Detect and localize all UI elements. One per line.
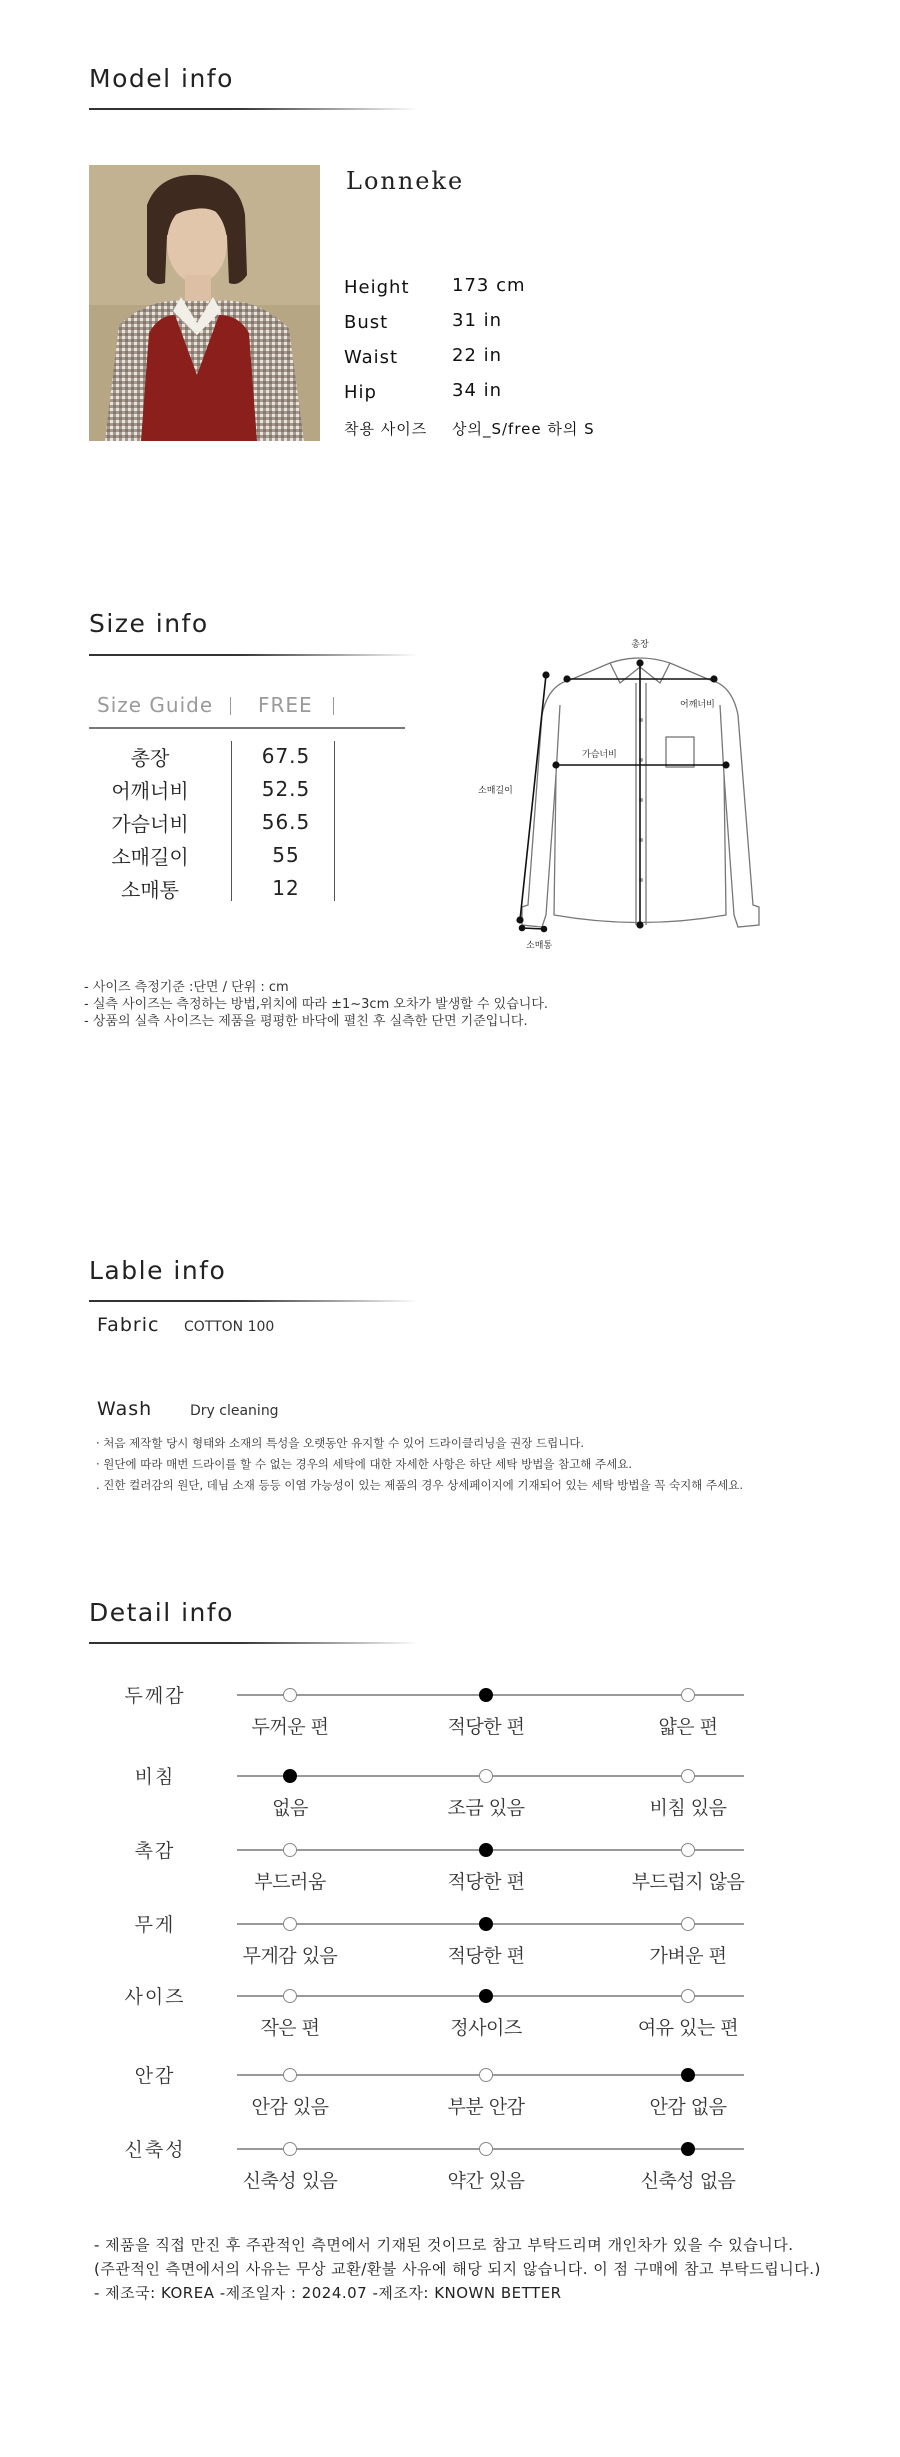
detail-scale-dot xyxy=(283,1843,297,1857)
detail-scale-dot xyxy=(283,1917,297,1931)
detail-scale-option: 약간 있음 xyxy=(447,2170,525,2192)
detail-row-label: 두께감 xyxy=(124,1685,186,1707)
detail-scale-dot xyxy=(283,2142,297,2156)
stat-label-bust: Bust xyxy=(344,312,389,333)
size-row-value: 12 xyxy=(272,876,300,900)
wash-value: Dry cleaning xyxy=(190,1403,279,1419)
stat-label-wearing-size: 착용 사이즈 xyxy=(344,420,428,438)
wash-note: . 진한 컬러감의 원단, 데님 소재 등등 이염 가능성이 있는 제품의 경우 상세페이지에 기재되어 있는 세탁 방법을 꼭 숙지해 주세요. xyxy=(96,1478,743,1492)
detail-row-label: 신축성 xyxy=(124,2139,186,2161)
model-info-divider xyxy=(89,108,419,110)
detail-footnote: (주관적인 측면에서의 사유는 무상 교환/환불 사유에 해당 되지 않습니다. 이 점 구매에 참고 부탁드립니다.) xyxy=(94,2260,821,2278)
stat-value-hip: 34 in xyxy=(452,380,503,401)
detail-scale-dot xyxy=(681,1688,695,1702)
detail-scale-dot xyxy=(479,2142,493,2156)
diagram-label-total-length: 총장 xyxy=(631,640,649,650)
detail-scale-option: 조금 있음 xyxy=(447,1797,525,1819)
detail-scale-dot-selected xyxy=(479,1917,493,1931)
size-row-label: 소매길이 xyxy=(111,845,189,869)
stat-value-wearing-size: 상의_S/free 하의 S xyxy=(452,420,595,438)
wash-note: · 처음 제작할 당시 형태와 소재의 특성을 오랫동안 유지할 수 있어 드라이클리닝을 권장 드립니다. xyxy=(96,1436,585,1450)
detail-scale-option: 적당한 편 xyxy=(447,1716,525,1738)
size-note: - 상품의 실측 사이즈는 제품을 평평한 바닥에 펼친 후 실측한 단면 기준입니다. xyxy=(84,1014,528,1029)
model-info-title: Model info xyxy=(89,64,234,93)
size-row-label: 가슴너비 xyxy=(111,812,189,836)
detail-scale-option: 얇은 편 xyxy=(658,1716,718,1738)
diagram-label-shoulder: 어깨너비 xyxy=(680,700,715,710)
detail-footnote: - 제조국: KOREA -제조일자 : 2024.07 -제조자: KNOWN BETTER xyxy=(94,2284,562,2302)
detail-scale-option: 안감 있음 xyxy=(251,2096,329,2118)
wash-note: · 원단에 따라 매번 드라이를 할 수 없는 경우의 세탁에 대한 자세한 사항은 하단 세탁 방법을 참고해 주세요. xyxy=(96,1457,633,1471)
model-name: Lonneke xyxy=(346,167,465,195)
detail-scale-dot xyxy=(479,2068,493,2082)
size-row-label: 어깨너비 xyxy=(111,779,189,803)
lable-info-divider xyxy=(89,1300,419,1302)
detail-scale-option: 여유 있는 편 xyxy=(637,2017,739,2039)
size-free-header: FREE xyxy=(258,693,313,717)
detail-scale-dot-selected xyxy=(479,1688,493,1702)
lable-info-title: Lable info xyxy=(89,1256,227,1285)
detail-scale-dot-selected xyxy=(681,2068,695,2082)
detail-scale-option: 작은 편 xyxy=(260,2017,320,2039)
detail-scale-option: 신축성 있음 xyxy=(242,2170,338,2192)
shirt-measurement-diagram xyxy=(470,625,780,965)
stat-value-height: 173 cm xyxy=(452,275,526,296)
wash-label: Wash xyxy=(97,1398,153,1420)
diagram-label-sleeve-length: 소매길이 xyxy=(478,786,513,796)
header-separator xyxy=(333,697,334,715)
detail-scale-dot-selected xyxy=(681,2142,695,2156)
size-info-divider xyxy=(89,654,419,656)
model-photo-illustration xyxy=(89,165,320,441)
size-row-label: 소매통 xyxy=(121,878,179,902)
detail-row-label: 촉감 xyxy=(134,1840,176,1862)
diagram-label-sleeve-width: 소매통 xyxy=(526,941,553,951)
model-photo xyxy=(89,165,320,441)
detail-scale-dot xyxy=(479,1769,493,1783)
detail-scale-dot xyxy=(283,1688,297,1702)
detail-info-title: Detail info xyxy=(89,1598,234,1627)
size-note: - 사이즈 측정기준 :단면 / 단위 : cm xyxy=(84,980,289,995)
fabric-value: COTTON 100 xyxy=(184,1319,275,1335)
detail-scale-dot-selected xyxy=(479,1989,493,2003)
detail-scale-option: 정사이즈 xyxy=(450,2017,522,2039)
detail-scale-dot-selected xyxy=(479,1843,493,1857)
stat-value-bust: 31 in xyxy=(452,310,503,331)
detail-row-label: 안감 xyxy=(134,2065,176,2087)
stat-label-waist: Waist xyxy=(344,347,399,368)
detail-info-divider xyxy=(89,1642,419,1644)
size-row-value: 52.5 xyxy=(261,777,311,801)
detail-scale-option: 안감 없음 xyxy=(649,2096,727,2118)
size-info-title: Size info xyxy=(89,609,209,638)
detail-scale-option: 가벼운 편 xyxy=(649,1945,727,1967)
size-note: - 실측 사이즈는 측정하는 방법,위치에 따라 ±1~3cm 오차가 발생할 수 있습니다. xyxy=(84,997,549,1012)
header-separator xyxy=(230,697,231,715)
detail-row-label: 무게 xyxy=(134,1914,176,1936)
fabric-label: Fabric xyxy=(97,1314,160,1336)
detail-scale-option: 비침 있음 xyxy=(649,1797,727,1819)
detail-scale-dot xyxy=(681,1843,695,1857)
diagram-label-chest: 가슴너비 xyxy=(582,750,617,760)
detail-scale-dot xyxy=(681,1989,695,2003)
detail-scale-dot xyxy=(283,1989,297,2003)
detail-footnote: - 제품을 직접 만진 후 주관적인 측면에서 기재된 것이므로 참고 부탁드리며 개인차가 있을 수 있습니다. xyxy=(94,2236,794,2254)
size-row-value: 67.5 xyxy=(261,744,311,768)
detail-scale-option: 부분 안감 xyxy=(447,2096,525,2118)
detail-scale-option: 두꺼운 편 xyxy=(251,1716,329,1738)
detail-scale-option: 부드러움 xyxy=(254,1871,326,1893)
detail-row-label: 비침 xyxy=(134,1766,176,1788)
detail-scale-option: 무게감 있음 xyxy=(242,1945,338,1967)
stat-label-height: Height xyxy=(344,277,410,298)
size-row-label: 총장 xyxy=(130,746,170,770)
detail-scale-dot xyxy=(681,1769,695,1783)
size-guide-header: Size Guide xyxy=(97,693,214,717)
detail-scale-option: 적당한 편 xyxy=(447,1871,525,1893)
stat-label-hip: Hip xyxy=(344,382,377,403)
detail-scale-dot xyxy=(283,2068,297,2082)
detail-scale-dot xyxy=(681,1917,695,1931)
detail-scale-option: 신축성 없음 xyxy=(640,2170,736,2192)
detail-scale-dot-selected xyxy=(283,1769,297,1783)
stat-value-waist: 22 in xyxy=(452,345,503,366)
detail-scale-option: 없음 xyxy=(272,1797,308,1819)
size-row-value: 56.5 xyxy=(261,810,311,834)
size-table-rule xyxy=(89,727,405,729)
detail-row-label: 사이즈 xyxy=(124,1986,186,2008)
detail-scale-option: 적당한 편 xyxy=(447,1945,525,1967)
detail-scale-option: 부드럽지 않음 xyxy=(631,1871,745,1893)
size-row-value: 55 xyxy=(272,843,300,867)
